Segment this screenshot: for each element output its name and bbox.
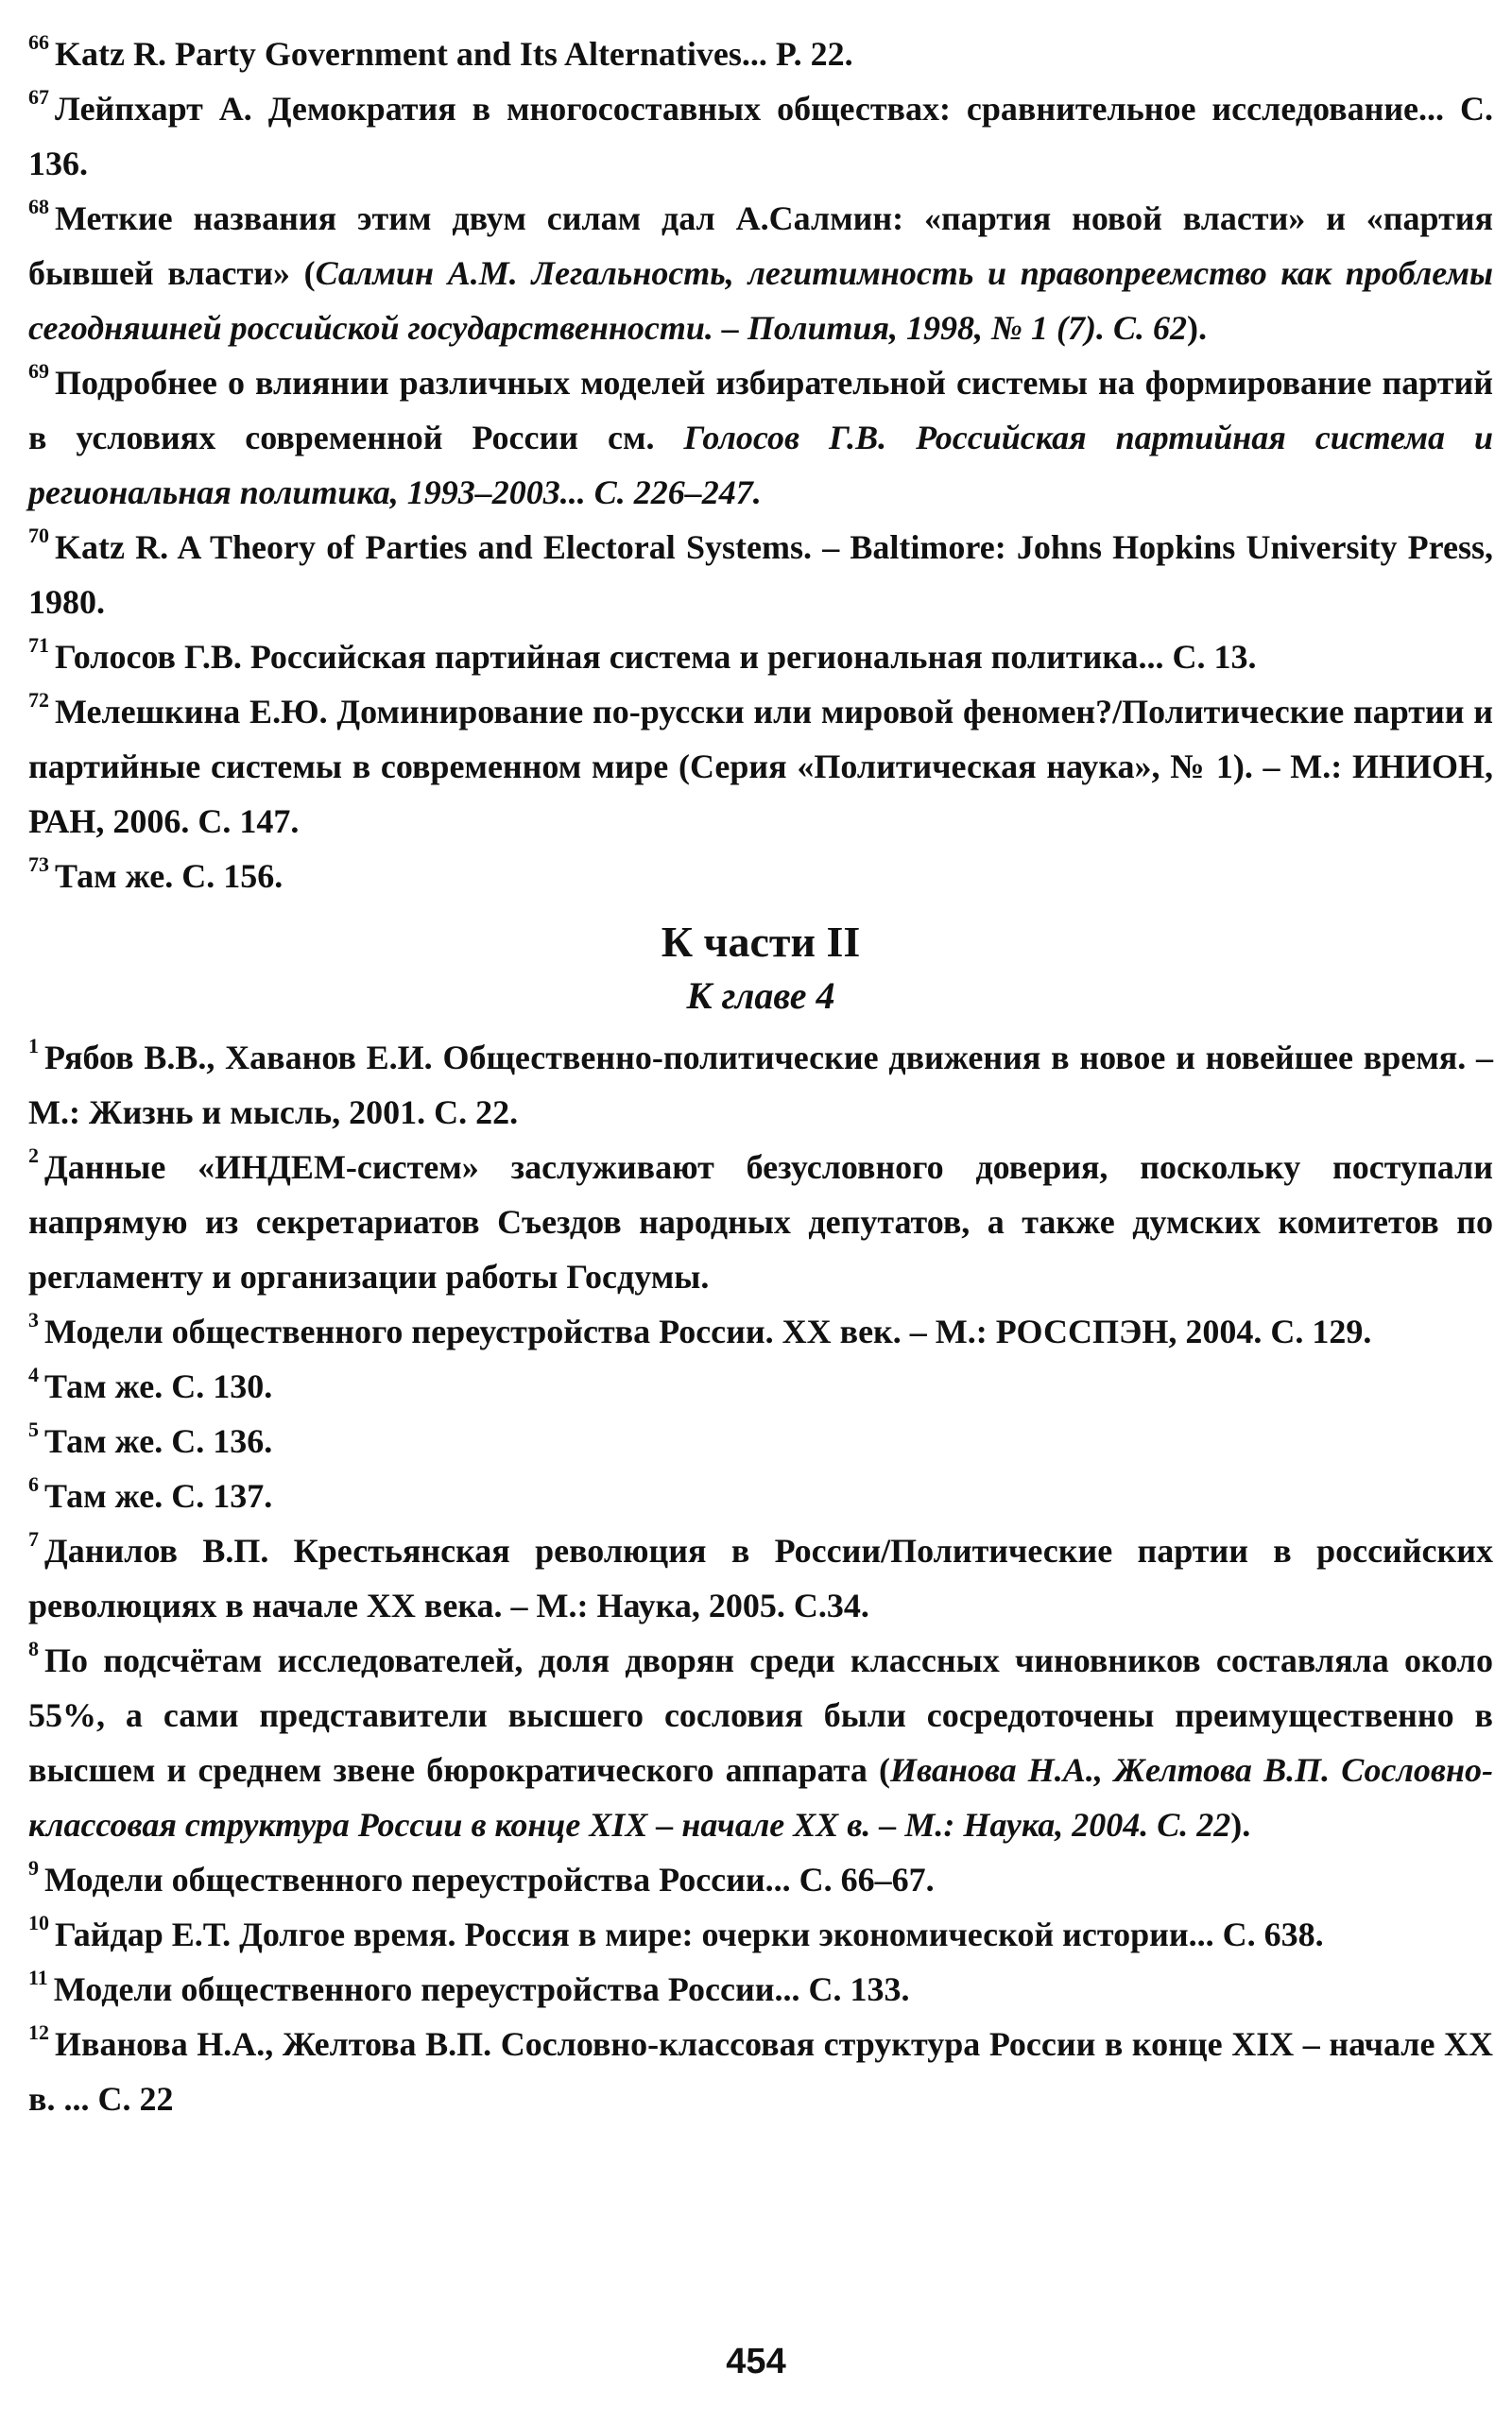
endnote-text: Мелешкина Е.Ю. Доминирование по-русски или мировой феномен?/Политические партии и партийные системы в современном мире (Серия «Политическая наука», № 1). – М.: ИНИОН, РАН, 2006. С. 147. <box>28 693 1493 840</box>
endnote-72 <box>28 684 1493 849</box>
endnote-number: 69 <box>28 359 49 383</box>
endnote-number: 12 <box>28 2020 49 2044</box>
page-number: 454 <box>726 2342 786 2381</box>
endnote-text: Гайдар Е.Т. Долгое время. Россия в мире: очерки экономической истории... С. 638. <box>55 1916 1324 1953</box>
endnote-text: Там же. С. 136. <box>44 1422 273 1460</box>
endnote-number: 9 <box>28 1856 39 1880</box>
page-body <box>28 26 1493 2126</box>
endnote-text: Там же. С. 156. <box>55 857 284 895</box>
endnote-number: 73 <box>28 852 49 876</box>
section-headings <box>28 915 1493 1022</box>
endnote-number: 5 <box>28 1418 39 1441</box>
endnote-number: 70 <box>28 524 49 547</box>
endnote-text: Иванова Н.А., Желтова В.П. Сословно-классовая структура России в конце XIX – начале XX в. ... С. 22 <box>28 2025 1493 2118</box>
endnote-number: 1 <box>28 1034 39 1057</box>
endnote-text: Там же. С. 137. <box>44 1477 273 1515</box>
endnote-1 <box>28 1030 1493 1140</box>
endnotes-list-part-1 <box>28 26 1493 903</box>
endnote-68 <box>28 191 1493 355</box>
endnote-10 <box>28 1907 1493 1962</box>
endnote-text: Модели общественного переустройства России. XX век. – М.: РОССПЭН, 2004. С. 129. <box>44 1313 1372 1350</box>
endnote-number: 68 <box>28 195 49 218</box>
endnote-italic-text: Салмин А.М. Легальность, легитимность и правопреемство как проблемы сегодняшней российской государственности. – Полития, 1998, № 1 (7). С. 62 <box>28 254 1493 347</box>
endnote-text: Katz R. Party Government and Its Alternatives... P. 22. <box>55 35 853 73</box>
endnote-text: ). <box>1186 309 1207 347</box>
endnote-69 <box>28 355 1493 520</box>
endnote-text: ). <box>1230 1806 1251 1844</box>
endnote-text: Данные «ИНДЕМ-систем» заслуживают безусловного доверия, поскольку поступали напрямую из секретариатов Съездов народных депутатов, а также думских комитетов по регламенту и организации работы Госдумы. <box>28 1148 1493 1296</box>
endnote-text: Модели общественного переустройства России... С. 66–67. <box>44 1861 935 1899</box>
endnote-number: 10 <box>28 1911 49 1934</box>
chapter-title: К главе 4 <box>686 974 835 1017</box>
endnote-number: 7 <box>28 1527 39 1551</box>
endnote-text: Katz R. A Theory of Parties and Electoral Systems. – Baltimore: Johns Hopkins University Press, 1980. <box>28 528 1493 621</box>
endnote-number: 4 <box>28 1363 39 1386</box>
endnote-italic-text: Иванова Н.А., Желтова В.П. Сословно-классовая структура России в конце XIX – начале XX в. – М.: Наука, 2004. С. 22 <box>28 1751 1493 1844</box>
endnote-text: По подсчётам исследователей, доля дворян среди классных чиновников составляла около 55%, а сами представители высшего сословия были сосредоточены преимущественно в высшем и среднем звене бюрократического аппарата ( <box>28 1641 1493 1789</box>
endnote-66 <box>28 26 1493 81</box>
endnote-number: 6 <box>28 1472 39 1496</box>
endnote-11 <box>28 1962 1493 2017</box>
endnote-12 <box>28 2017 1493 2126</box>
endnote-8 <box>28 1633 1493 1852</box>
endnote-number: 2 <box>28 1143 39 1167</box>
endnote-text: Меткие названия этим двум силам дал А.Салмин: «партия новой власти» и «партия бывшей власти» ( <box>28 199 1493 292</box>
endnote-73 <box>28 849 1493 903</box>
endnote-number: 3 <box>28 1308 39 1332</box>
endnote-text: Модели общественного переустройства России... С. 133. <box>53 1970 910 2008</box>
endnote-6 <box>28 1469 1493 1523</box>
endnote-number: 8 <box>28 1637 39 1660</box>
endnote-number: 66 <box>28 30 49 54</box>
endnote-number: 71 <box>28 633 49 657</box>
endnote-70 <box>28 520 1493 629</box>
endnote-text: Голосов Г.В. Российская партийная система и региональная политика... С. 13. <box>55 638 1257 676</box>
endnote-3 <box>28 1304 1493 1359</box>
endnote-number: 72 <box>28 688 49 712</box>
endnote-text: Данилов В.П. Крестьянская революция в России/Политические партии в российских революциях в начале XX века. – М.: Наука, 2005. С.34. <box>28 1532 1493 1624</box>
endnotes-list-part-2 <box>28 1030 1493 2126</box>
endnote-5 <box>28 1414 1493 1469</box>
endnote-text: Подробнее о влиянии различных моделей избирательной системы на формирование партий в условиях современной России см. <box>28 364 1493 456</box>
endnote-italic-text: Голосов Г.В. Российская партийная система и региональная политика, 1993–2003... С. 226–247. <box>28 419 1493 511</box>
endnote-text: Лейпхарт А. Демократия в многосоставных обществах: сравнительное исследование... С. 136. <box>28 90 1493 182</box>
endnote-67 <box>28 81 1493 191</box>
endnote-4 <box>28 1359 1493 1414</box>
endnote-number: 67 <box>28 85 49 109</box>
endnote-text: Рябов В.В., Хаванов Е.И. Общественно-политические движения в новое и новейшее время. – М.: Жизнь и мысль, 2001. С. 22. <box>28 1039 1493 1131</box>
endnote-9 <box>28 1852 1493 1907</box>
endnote-text: Там же. С. 130. <box>44 1367 273 1405</box>
endnote-71 <box>28 629 1493 684</box>
endnote-number: 11 <box>28 1966 48 1989</box>
part-title: К части II <box>661 918 861 966</box>
endnote-7 <box>28 1523 1493 1633</box>
endnote-2 <box>28 1140 1493 1304</box>
